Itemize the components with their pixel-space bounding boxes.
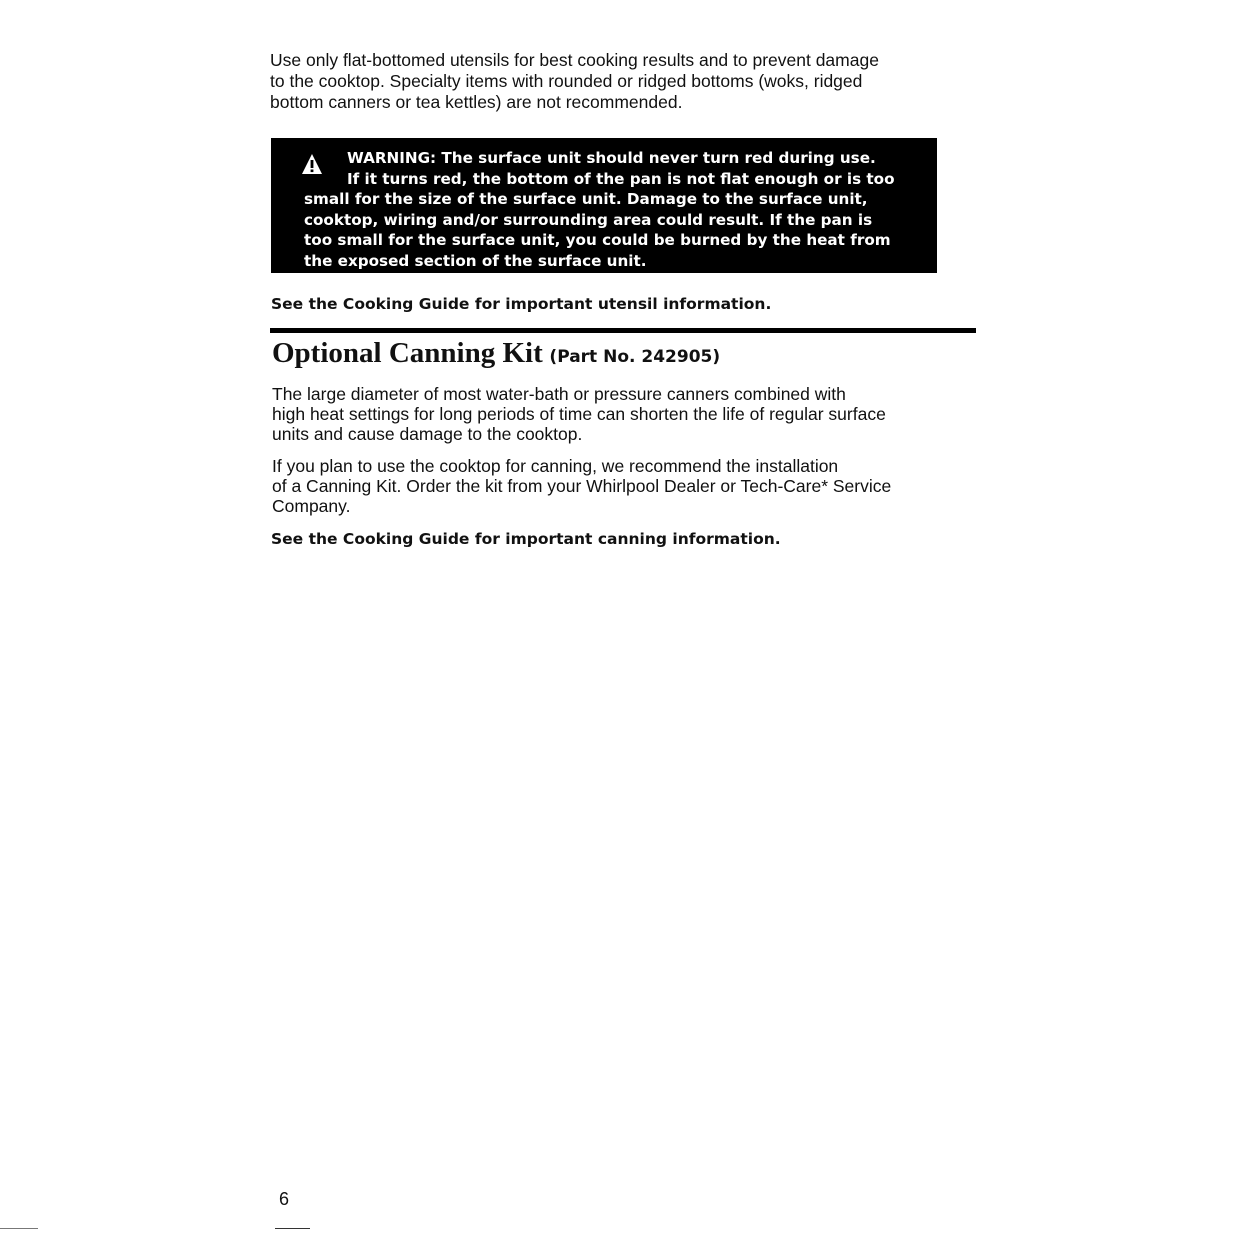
warning-line: too small for the surface unit, you could be burned by the heat from	[304, 231, 891, 249]
intro-line: to the cooktop. Specialty items with rounded or ridged bottoms (woks, ridged	[270, 71, 863, 91]
intro-line: bottom canners or tea kettles) are not recommended.	[270, 92, 683, 112]
paragraph-line: high heat settings for long periods of time can shorten the life of regular surface	[272, 404, 886, 424]
paragraph-line: of a Canning Kit. Order the kit from your Whirlpool Dealer or Tech-Care* Service	[272, 476, 892, 496]
intro-line: Use only flat-bottomed utensils for best cooking results and to prevent damage	[270, 50, 879, 70]
warning-triangle-icon	[301, 153, 323, 175]
warning-line: WARNING: The surface unit should never turn red during use.	[347, 149, 876, 167]
section-divider	[270, 328, 976, 333]
warning-line: the exposed section of the surface unit.	[304, 251, 647, 270]
paragraph-line: Company.	[272, 496, 351, 516]
canner-diameter-paragraph	[272, 384, 972, 444]
page-number: 6	[279, 1189, 290, 1209]
paragraph-line: If you plan to use the cooktop for canning, we recommend the installation	[272, 456, 839, 476]
intro-paragraph	[270, 50, 970, 113]
canning-guide-note: See the Cooking Guide for important canning information.	[271, 530, 781, 548]
canning-kit-paragraph	[272, 456, 972, 516]
part-number: (Part No. 242905)	[549, 347, 721, 367]
paragraph-line: The large diameter of most water-bath or pressure canners combined with	[272, 384, 846, 404]
warning-box	[271, 138, 937, 273]
paragraph-line: units and cause damage to the cooktop.	[272, 424, 583, 444]
section-title: Optional Canning Kit	[272, 337, 543, 369]
warning-line: If it turns red, the bottom of the pan is not flat enough or is too	[347, 169, 895, 188]
scan-edge-mark	[0, 1228, 38, 1229]
footer-rule	[275, 1228, 310, 1229]
warning-line: cooktop, wiring and/or surrounding area could result. If the pan is	[304, 210, 873, 229]
utensil-guide-note: See the Cooking Guide for important utensil information.	[271, 295, 772, 313]
warning-line: small for the size of the surface unit. Damage to the surface unit,	[304, 190, 868, 208]
section-heading	[272, 337, 720, 370]
